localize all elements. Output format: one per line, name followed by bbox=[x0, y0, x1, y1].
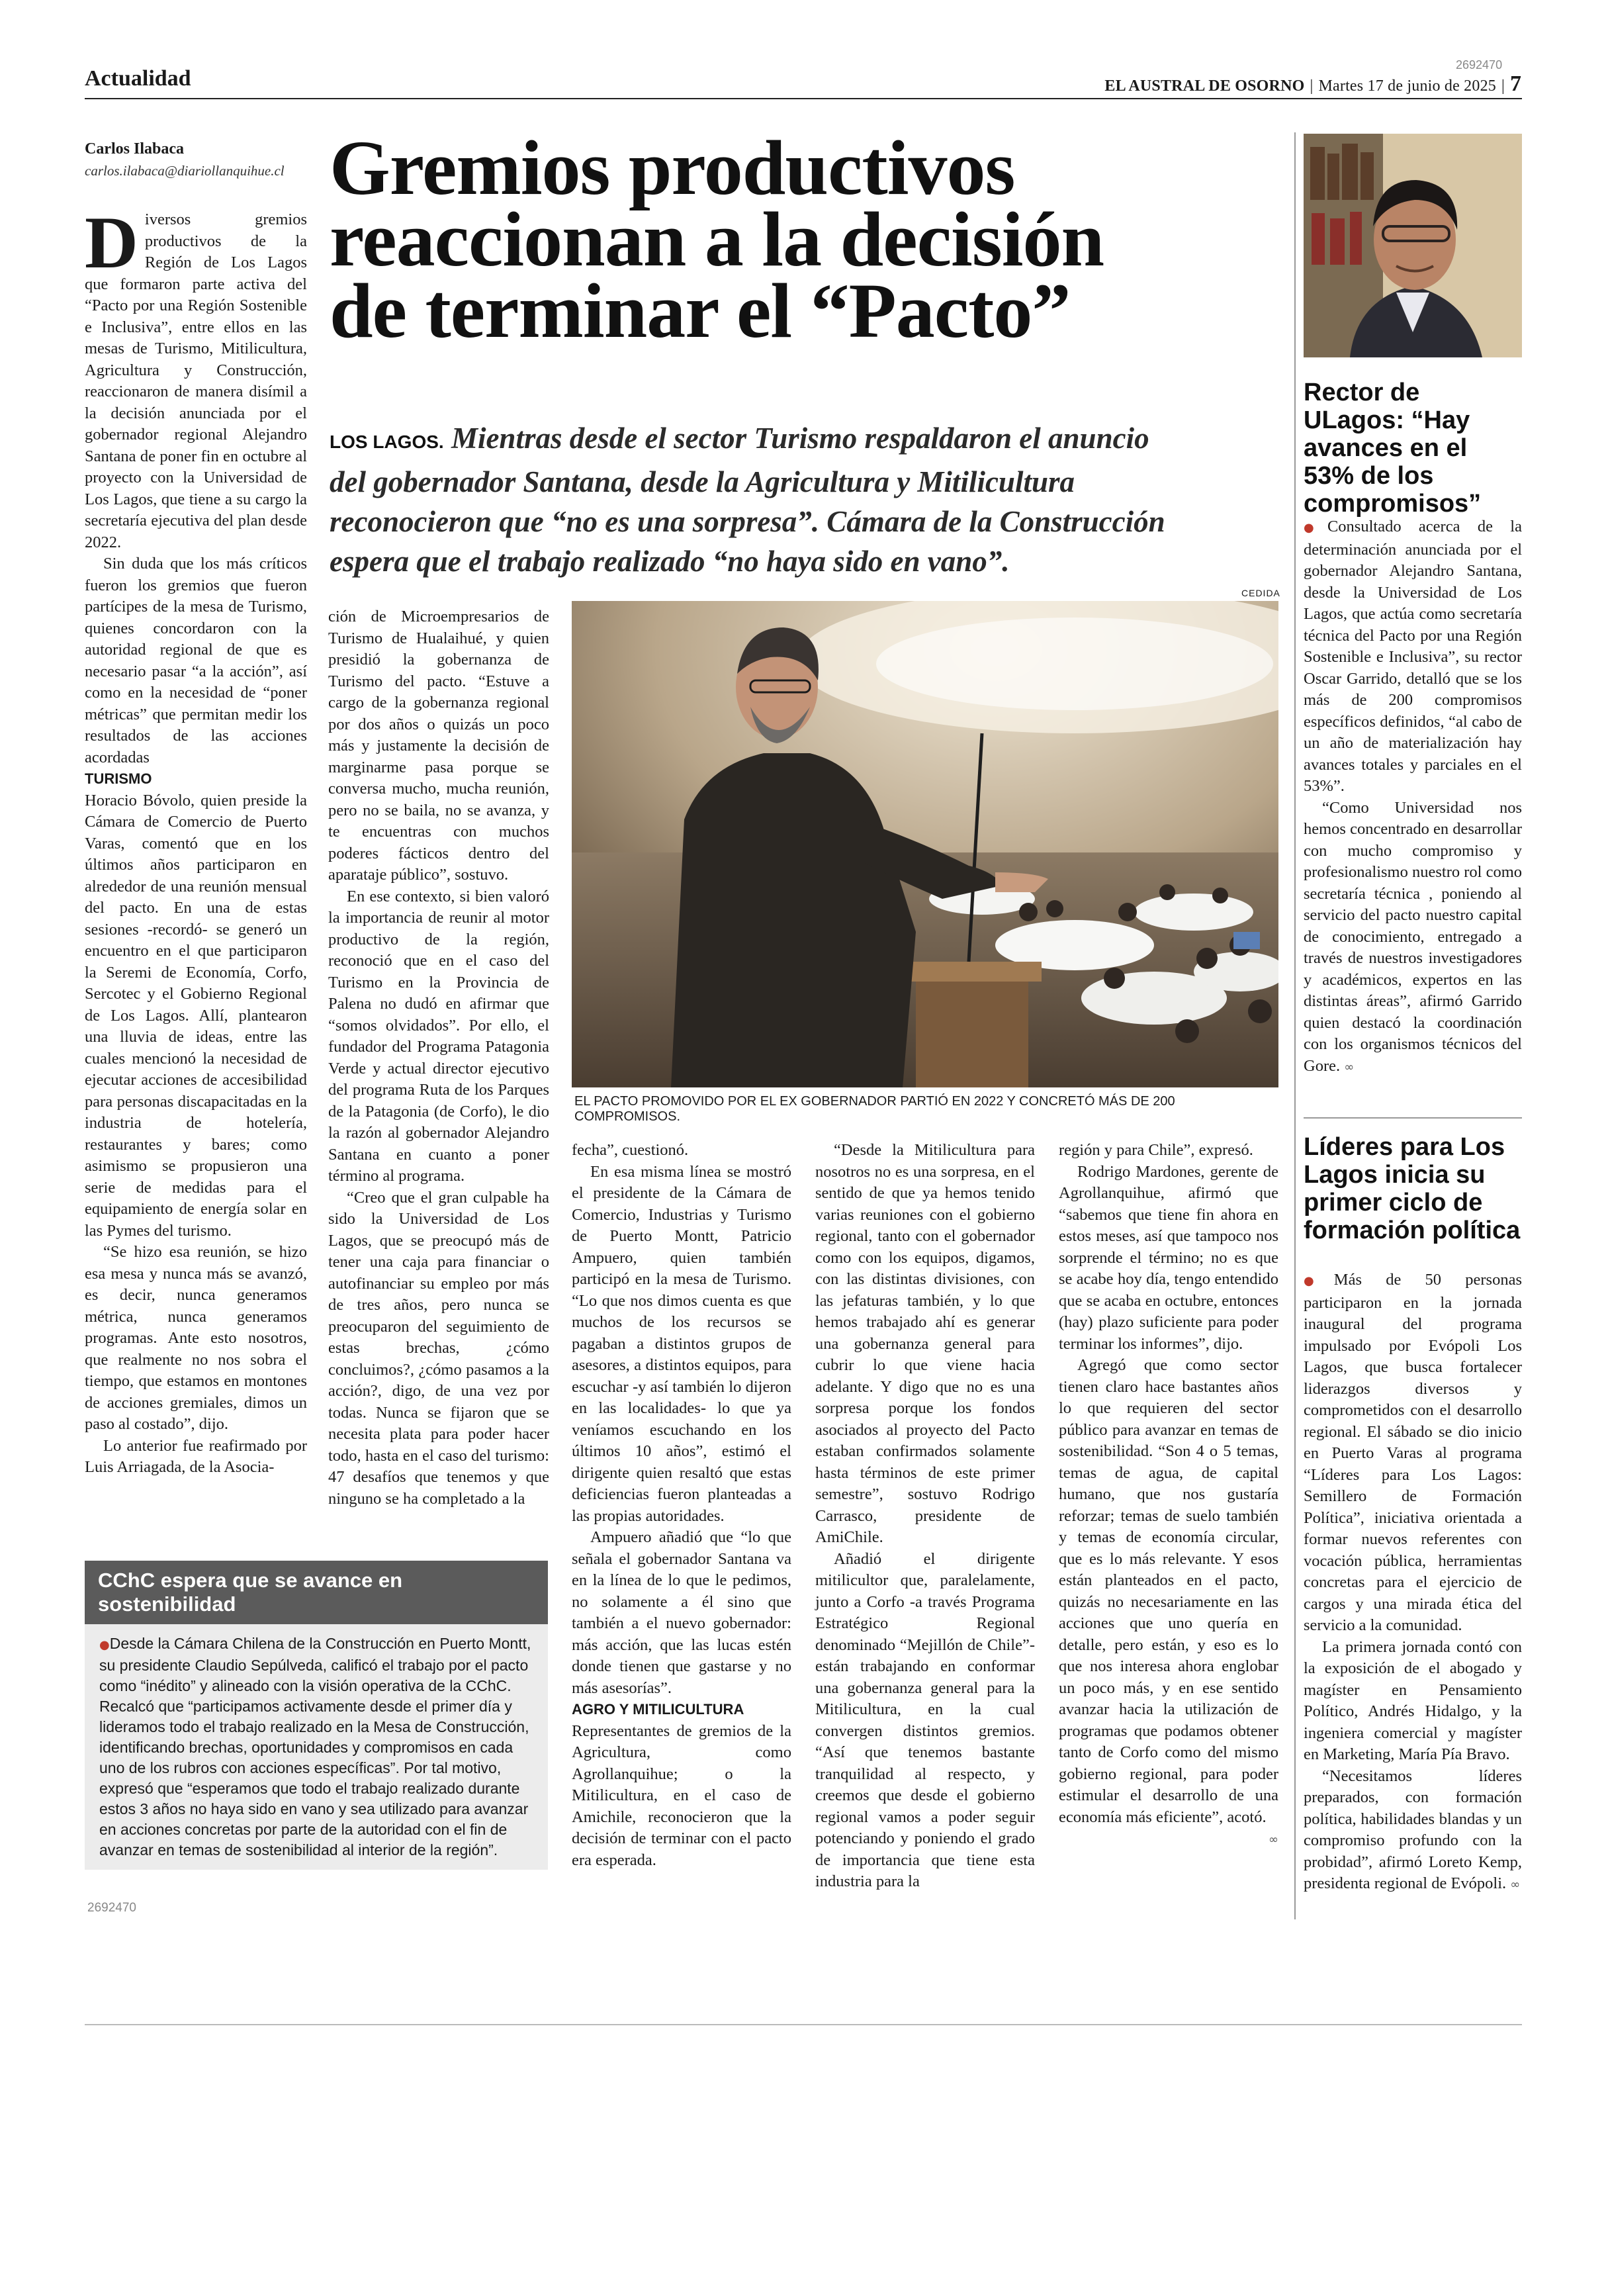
cchc-box-body bbox=[85, 1624, 548, 1870]
headline bbox=[330, 124, 1296, 354]
paragraph: región y para Chile”, expresó. bbox=[1059, 1141, 1253, 1159]
cchc-box-title: CChC espera que se avance en sostenibilidad bbox=[85, 1561, 548, 1624]
paragraph: Representantes de gremios de la Agricultura, como Agrollanquihue; o la Mitilicultura, en el caso de Amichile, reconocieron que la decisión de terminar con el pacto era esperada. bbox=[572, 1722, 791, 1869]
headline-line: reaccionan a la decisión bbox=[330, 196, 1104, 283]
bullet-icon: ● bbox=[1304, 1274, 1334, 1288]
paragraph: Sin duda que los más críticos fueron los gremios que fueron partícipes de la mesa de Turismo, quienes concordaron con la autoridad regional de que es necesario pasar “a la acción”, así como en la necesidad de “poner métricas” que permitan medir los resultados de las acciones acordadas bbox=[85, 555, 307, 766]
subheading-agro: AGRO Y MITILICULTURA bbox=[572, 1701, 744, 1718]
drop-cap: D bbox=[85, 202, 138, 284]
lead-text: Mientras desde el sector Turismo respaldaron el anuncio bbox=[451, 422, 1149, 455]
article-column-1 bbox=[85, 202, 307, 1479]
article-photo bbox=[572, 601, 1278, 1087]
paragraph: En ese contexto, si bien valoró la importancia de reunir al motor productivo de la región, reconoció que en el caso del Turismo en la Provincia de Palena no dudó en afirmar que “somos olvidados”. Por ello, el fundador del Programa Patagonia Verde y actual director ejecutivo del programa Ruta de los Parques de la Patagonia (de Corfo), le dio la razón al gobernador Alejandro Santana en cuanto a poner término al programa. bbox=[328, 887, 549, 1185]
paragraph: Añadió el dirigente mitilicultor que, paralelamente, junto a Corfo -a través Programa Estratégico Regional denominado “Mejillón de Chile”- están trabajando en conformar una gobernanza general para la Mitilicultura, en la cual convergen distintos gremios. “Así que tenemos bastante tranquilidad al respecto, y creemos que desde el gobierno regional vamos a poder seguir potenciando y poniendo el grado de importancia que tiene esta industria para la bbox=[815, 1549, 1035, 1890]
paragraph: “Se hizo esa reunión, se hizo esa mesa y nunca más se avanzó, es decir, nunca generamos métrica, nunca generamos programas. Ante esto nosotros, que realmente no nos sobra el tiempo, que estamos en montones de acciones gremiales, dimos un paso al costado”, dijo. bbox=[85, 1243, 307, 1433]
section-label: Actualidad bbox=[85, 66, 191, 91]
sidebar-rule bbox=[1304, 1117, 1522, 1119]
photo-illustration bbox=[572, 601, 1278, 1087]
article-column-5 bbox=[1059, 1140, 1278, 1851]
separator: | bbox=[1501, 77, 1505, 95]
paragraph: “Creo que el gran culpable ha sido la Universidad de Los Lagos, que se preocupó más de tener una caja para financiar o autofinanciar su empleo por más de tres años, pero nunca se preocuparon del seguimiento de estas brechas, ¿cómo concluimos?, ¿cómo pasamos a la acción?, digo, de una vez por todas. Nunca se fijaron que se necesita plata para poder hacer todo, hasta en el caso del turismo: 47 desafíos que tenemos y que ninguno se ha completado a la bbox=[328, 1188, 549, 1508]
sidebar2-body bbox=[1304, 1269, 1522, 1896]
paragraph: “Desde la Mitilicultura para nosotros no es una sorpresa, en el sentido de que ya hemos tenido varias reuniones con el gobierno regional, tanto con el gobernador como con los equipos, digamos, con las distintas divisiones, con las jefaturas también, y lo que hemos trabajado ahí es generar una gobernanza general para cubrir lo que viene hacia adelante. Y digo que no es una sorpresa porque los fondos asociados al proyecto del Pacto estaban confirmados solamente hasta términos de este primer semestre”, sostuvo Rodrigo Carrasco, presidente de AmiChile. bbox=[815, 1141, 1035, 1546]
footer-rule bbox=[85, 2024, 1522, 2025]
end-mark-icon: ∞ bbox=[1344, 1060, 1355, 1074]
paragraph: Rodrigo Mardones, gerente de Agrollanquihue, afirmó que “sabemos que tiene fin ahora en estos meses, así que tampoco nos sorprende el término; no es que se acabe hoy día, tengo entendido que se acaba en octubre, entonces (hay) plazo suficiente para poder terminar los informes”, dijo. bbox=[1059, 1162, 1278, 1353]
article-column-4 bbox=[815, 1140, 1035, 1893]
byline-author: Carlos Ilabaca bbox=[85, 140, 184, 158]
lead-line bbox=[330, 418, 1282, 462]
paragraph: La primera jornada contó con la exposición de el abogado y magíster en Pensamiento Político, Andrés Hidalgo, y la ingeniera comercial y magíster en Marketing, María Pía Bravo. bbox=[1304, 1637, 1522, 1763]
end-mark-icon: ∞ bbox=[1510, 1878, 1521, 1892]
end-mark bbox=[1059, 1828, 1278, 1851]
end-mark-icon: ∞ bbox=[1269, 1833, 1278, 1847]
headline-line: de terminar el “Pacto” bbox=[330, 267, 1071, 354]
page-number: 7 bbox=[1510, 71, 1521, 96]
article-column-3 bbox=[572, 1140, 791, 1871]
issue-date: Martes 17 de junio de 2025 bbox=[1318, 77, 1496, 95]
cchc-box bbox=[85, 1561, 548, 1870]
bullet-icon: ● bbox=[1304, 521, 1327, 535]
paragraph: fecha”, cuestionó. bbox=[572, 1141, 689, 1159]
paragraph bbox=[85, 202, 307, 553]
paragraph: Ampuero añadió que “lo que señala el gobernador Santana va en la línea de lo que le pedimos, no solamente a él sino que también a el nuevo gobernador: más acción, que las lucas estén donde tienen que gastarse y no más asesorías”. bbox=[572, 1528, 791, 1697]
photo-caption: EL PACTO PROMOVIDO POR EL EX GOBERNADOR PARTIÓ EN 2022 Y CONCRETÓ MÁS DE 200 COMPROMISOS. bbox=[574, 1094, 1175, 1124]
masthead-group bbox=[1104, 71, 1521, 97]
paragraph-text: iversos gremios productivos de la Región de Los Lagos que formaron parte activa del “Pacto por una Región Sostenible e Inclusiva”, entre ellos en las mesas de Turismo, Mitilicultura, Agricultura y Construcción, reaccionaron de manera disímil a la decisión anunciada por el gobernador regional Alejandro Santana de poner fin en octubre al proyecto con la Universidad de Los Lagos, que tiene a su cargo la secretaría ejecutiva del plan desde 2022. bbox=[85, 210, 307, 551]
rector-portrait bbox=[1304, 134, 1522, 357]
paragraph bbox=[1304, 1269, 1522, 1637]
page-code-top: 2692470 bbox=[1456, 58, 1503, 71]
masthead: EL AUSTRAL DE OSORNO bbox=[1104, 77, 1305, 95]
cchc-box-text: Desde la Cámara Chilena de la Construcción en Puerto Montt, su presidente Claudio Sepúlveda, calificó el trabajo por el pacto como “inédito” y alineado con la visión operativa de la CChC. Recalcó que “participamos activamente desde el primer día y lideramos todo el trabajo realizado en la Mesa de Construcción, identificando brechas, oportunidades y compromisos en cada uno de los rubros con acciones específicas”. Por tal motivo, expresó que “esperamos que todo el trabajo realizado durante estos 3 años no haya sido en vano y sea utilizado para avanzar en acciones concretas por parte de la autoridad con el fin de avanzar en temas de sostenibilidad al interior de la región”. bbox=[99, 1635, 531, 1859]
paragraph: ción de Microempresarios de Turismo de Hualaihué, y quien presidió la gobernanza de Turismo del pacto. “Estuve a cargo de la gobernanza regional por dos años o quizás un poco más y justamente la decisión de marginarme pasa porque se conversa mucho, mucha reunión, pero no se baila, no se avanza, y te encuentras con muchos poderes fácticos dentro del aparataje público”, sostuvo. bbox=[328, 608, 549, 884]
rector-photo bbox=[1304, 134, 1522, 357]
lead bbox=[330, 418, 1282, 581]
paragraph bbox=[1304, 798, 1522, 1079]
photo-credit: CEDIDA bbox=[1241, 588, 1280, 598]
paragraph: Horacio Bóvolo, quien preside la Cámara de Comercio de Puerto Varas, comentó que en los últimos años participaron en alrededor de una reunión mensual del pacto. En una de estas sesiones -recordó- se generó un encuentro en el que participaron la Seremi de Economía, Corfo, Sercotec y el Gobierno Regional de Los Lagos. Allí, plantearon una lluvia de ideas, entre las cuales mencionó la necesidad de ejecutar acciones de accesibilidad para personas discapacitadas en la industria de hotelería, restaurantes y bares; como asimismo se propusieron una serie de medidas para el equipamiento de energía solar en las Pymes del turismo. bbox=[85, 791, 307, 1240]
article-column-2 bbox=[328, 606, 549, 1510]
sidebar2-title: Líderes para Los Lagos inicia su primer ciclo de formación política bbox=[1304, 1133, 1521, 1244]
separator: | bbox=[1310, 77, 1314, 95]
paragraph: En esa misma línea se mostró el presidente de la Cámara de Comercio, Industrias y Turismo de Puerto Montt, Patricio Ampuero, quien también participó en la mesa de Turismo. “Lo que nos dimos cuenta es que muchos de los recursos se pagaban a distintos grupos de asesores, a distintos equipos, para escuchar -y así también lo dijeron en las localidades- lo que ya veníamos escuchando en los últimos 10 años”, estimó el dirigente quien resaltó que estas deficiencias fueron planteadas a las propias autoridades. bbox=[572, 1162, 791, 1525]
subheading-turismo: TURISMO bbox=[85, 770, 152, 787]
paragraph: Lo anterior fue reafirmado por Luis Arriagada, de la Asocia- bbox=[85, 1436, 307, 1476]
paragraph-text: Más de 50 personas participaron en la jornada inaugural del programa impulsado por Evópoli Los Lagos, que busca fortalecer liderazgos diversos y comprometidos con el desarrollo regional. El sábado se dio inicio en Puerto Varas al programa “Líderes para Los Lagos: Semillero de Formación Política”, iniciativa orientada a formar nuevos referentes con vocación pública, herramientas concretas para el ejercicio de cargos y una mirada ética del servicio a la comunidad. bbox=[1304, 1271, 1522, 1634]
lead-line: espera que el trabajo realizado “no haya sido en vano”. bbox=[330, 545, 1010, 578]
sidebar1-body bbox=[1304, 516, 1522, 1078]
paragraph bbox=[1304, 516, 1522, 798]
byline-email[interactable]: carlos.ilabaca@diariollanquihue.cl bbox=[85, 163, 285, 179]
lead-line: reconocieron que “no es una sorpresa”. Cámara de la Construcción bbox=[330, 505, 1165, 538]
lead-place: LOS LAGOS. bbox=[330, 432, 444, 452]
paragraph: Agregó que como sector tienen claro hace bastantes años lo que requieren del sector público para avanzar en temas de sostenibilidad. “Son 4 o 5 temas, temas de agua, de capital humano, que nos gustaría reforzar; temas de suelo también y temas de economía circular, que es lo más relevante. Y esos están planteados en el pacto, quizás no necesariamente en las acciones que uno quería en detalle, pero están, y eso es lo que nos interesa ahora englobar un poco más, y en ese sentido avanzar hacia la utilización de programas que podamos obtener tanto de Corfo como del mismo gobierno regional, para poder estimular el desarrollo de una economía más eficiente”, acotó. bbox=[1059, 1356, 1278, 1826]
page-code-bottom: 2692470 bbox=[87, 1901, 136, 1915]
paragraph-text: Consultado acerca de la determinación anunciada por el gobernador Alejandro Santana, desde la Universidad de Los Lagos, que actúa como secretaría técnica del Pacto por una Región Sostenible e Inclusiva”, su rector Oscar Garrido, detalló que se los más de 200 compromisos específicos definidos, “al cabo de un año de materialización hay avances totales y parciales en el 53%”. bbox=[1304, 518, 1522, 795]
sidebar-divider bbox=[1294, 132, 1296, 1919]
header-rule bbox=[85, 98, 1522, 99]
paragraph bbox=[1304, 1766, 1522, 1896]
lead-line: del gobernador Santana, desde la Agricultura y Mitilicultura bbox=[330, 465, 1075, 498]
bullet-icon: ● bbox=[99, 1638, 110, 1652]
paragraph-text: “Necesitamos líderes preparados, con formación política, habilidades blandas y un compromiso profundo con la probidad”, afirmó Loreto Kemp, presidenta regional de Evópoli. bbox=[1304, 1767, 1522, 1892]
paragraph-text: “Como Universidad nos hemos concentrado en desarrollar con mucho compromiso y profesionalismo nuestro rol como secretaría técnica , poniendo al servicio del pacto nuestro capital de conocimiento, entregado a través de nuestros investigadores y académicos, expertos en las distintas áreas”, afirmó Garrido quien destacó la coordinación con los organismos técnicos del Gore. bbox=[1304, 798, 1523, 1075]
sidebar1-title: Rector de ULagos: “Hay avances en el 53% de los compromisos” bbox=[1304, 379, 1482, 518]
headline-line: Gremios productivos bbox=[330, 124, 1015, 211]
